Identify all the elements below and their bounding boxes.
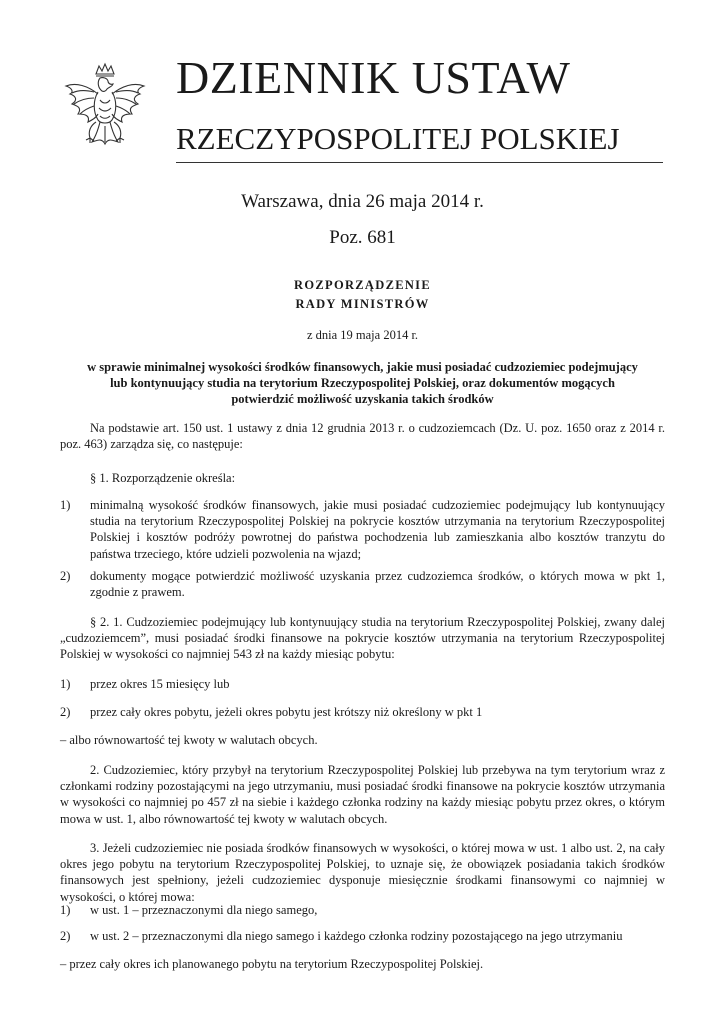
act-heading (0, 276, 725, 314)
masthead-divider (176, 162, 663, 163)
preamble: Na podstawie art. 150 ust. 1 ustawy z dnia 12 grudnia 2013 r. o cudzoziemcach (Dz. U. poz. 1650 oraz z 2014 r. poz. 463) zarządza się, co następuje: (60, 421, 665, 452)
section-1-intro: § 1. Rozporządzenie określa: (90, 471, 236, 485)
list-item-text: w ust. 1 – przeznaczonymi dla niego samego, (90, 903, 318, 917)
list-item-number: 1) (60, 677, 71, 691)
publication-date: Warszawa, dnia 26 maja 2014 r. (241, 191, 484, 212)
list-item (60, 704, 665, 720)
polish-eagle-emblem-icon (60, 60, 150, 160)
subject-line: w sprawie minimalnej wysokości środków finansowych, jakie musi posiadać cudzoziemiec podejmujący (87, 360, 638, 374)
position-number: Poz. 681 (329, 227, 396, 248)
list-item-number: 1) (60, 498, 71, 512)
list-item (60, 568, 665, 600)
section-2-paragraph-1: § 2. 1. Cudzoziemiec podejmujący lub kontynuujący studia na terytorium Rzeczypospolitej Polskiej, zwany dalej „cudzoziemcem”, musi posiadać środki finansowe na pokrycie kosztów utrzymania na terytorium Rzeczypospolitej Polskiej w wysokości co najmniej 543 zł na każdy miesiąc pobytu: (60, 615, 665, 662)
section-2-paragraph-2: 2. Cudzoziemiec, który przybył na terytorium Rzeczypospolitej Polskiej lub przebywa na tym terytorium wraz z członkami rodziny pozostającymi na jego utrzymaniu, musi posiadać środki finansowe na pokrycie kosztów utrzymania w wysokości co najmniej po 457 zł na siebie i każdego członka rodziny na każdy miesiąc pobytu przez okres, o którym mowa w ust. 1, albo równowartość tej kwoty w walutach obcych. (60, 763, 665, 826)
act-issuer: RADY MINISTRÓW (295, 297, 430, 311)
list-item-number: 2) (60, 705, 71, 719)
subject-line: lub kontynuujący studia na terytorium Rzeczypospolitej Polskiej, oraz dokumentów mogących (110, 376, 615, 390)
list-item-text: dokumenty mogące potwierdzić możliwość uzyskania przez cudzoziemca środków, o których mowa w pkt 1, zgodnie z prawem. (90, 569, 665, 600)
list-item (60, 928, 665, 944)
list-item-text: w ust. 2 – przeznaczonymi dla niego samego i każdego członka rodziny pozostającego na jego utrzymaniu (90, 929, 623, 943)
list-item-number: 2) (60, 929, 71, 943)
subject-line: potwierdzić możliwość uzyskania takich środków (231, 392, 494, 406)
act-date: z dnia 19 maja 2014 r. (306, 328, 419, 342)
act-subject (60, 359, 665, 407)
list-item (60, 676, 665, 692)
act-type: ROZPORZĄDZENIE (294, 278, 431, 292)
section-2-paragraph-3-tail: – przez cały okres ich planowanego pobytu na terytorium Rzeczypospolitej Polskiej. (60, 957, 484, 971)
list-item-text: minimalną wysokość środków finansowych, jakie musi posiadać cudzoziemiec podejmujący lub kontynuujący studia na terytorium Rzeczypospolitej Polskiej na pokrycie kosztów utrzymania na terytorium Rzeczypospolitej Polskiej i kosztów podróży powrotnej do państwa pochodzenia lub zamieszkania albo kosztów tranzytu do państwa trzeciego, które udzieli pozwolenia na wjazd; (90, 498, 665, 561)
journal-title: DZIENNIK USTAW (176, 52, 571, 103)
section-2-paragraph-3: 3. Jeżeli cudzoziemiec nie posiada środków finansowych w wysokości, o której mowa w ust. 1 albo ust. 2, na cały okres jego pobytu na terytorium Rzeczypospolitej Polskiej, to uznaje się, że obowiązek posiadania takich środków finansowych jest spełniony, jeżeli cudzoziemiec dysponuje miesięcznie środkami finansowymi co najmniej w wysokości, o której mowa: (60, 841, 665, 904)
list-item-number: 1) (60, 903, 71, 917)
list-item-number: 2) (60, 569, 71, 583)
list-item-text: przez cały okres pobytu, jeżeli okres pobytu jest krótszy niż określony w pkt 1 (90, 705, 483, 719)
journal-subtitle: RZECZYPOSPOLITEJ POLSKIEJ (176, 121, 620, 156)
list-item-text: przez okres 15 miesięcy lub (90, 677, 230, 691)
list-item (60, 497, 665, 562)
list-item (60, 902, 665, 918)
section-2-paragraph-1-tail: – albo równowartość tej kwoty w walutach obcych. (60, 733, 318, 747)
